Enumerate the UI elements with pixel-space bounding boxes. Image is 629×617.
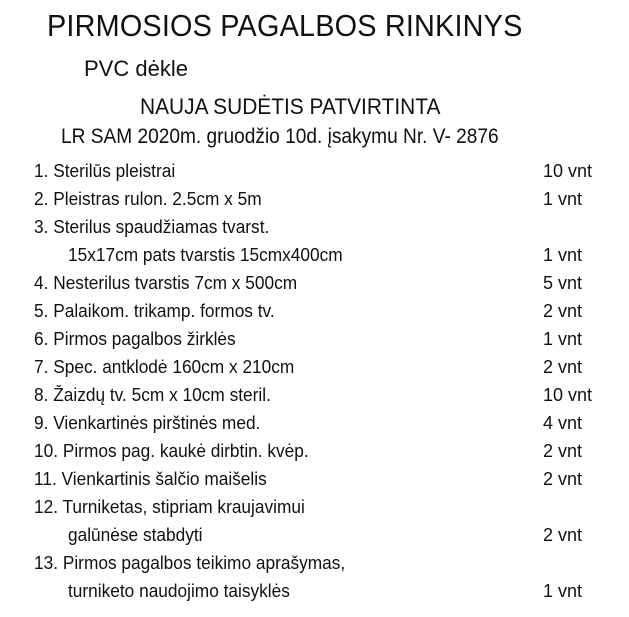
item-quantity: 1 vnt: [543, 189, 583, 209]
item-name: 9. Vienkartinės pirštinės med.: [34, 413, 261, 433]
item-name: 4. Nesterilus tvarstis 7cm x 500cm: [34, 273, 298, 293]
list-item-continuation: [34, 577, 604, 605]
item-quantity: 1 vnt: [543, 581, 583, 601]
item-name: 12. Turniketas, stipriam kraujavimui: [34, 497, 305, 517]
item-name: 3. Sterilus spaudžiamas tvarst.: [34, 217, 270, 237]
item-quantity: 4 vnt: [543, 413, 583, 433]
document-subtitle: PVC dėkle: [84, 56, 188, 81]
item-quantity: 10 vnt: [543, 161, 593, 181]
list-item: [34, 381, 604, 409]
item-name: 5. Palaikom. trikamp. formos tv.: [34, 301, 275, 321]
item-quantity: 1 vnt: [543, 329, 583, 349]
list-item: [34, 549, 604, 577]
item-name: 8. Žaizdų tv. 5cm x 10cm steril.: [34, 385, 271, 405]
item-name: turniketo naudojimo taisyklės: [68, 581, 290, 601]
list-item-continuation: [34, 521, 604, 549]
item-name: 7. Spec. antklodė 160cm x 210cm: [34, 357, 295, 377]
item-name: 15x17cm pats tvarstis 15cmx400cm: [68, 245, 343, 265]
list-item: [34, 437, 604, 465]
list-item-continuation: [34, 241, 604, 269]
list-item: [34, 157, 604, 185]
composition-heading: NAUJA SUDĖTIS PATVIRTINTA: [140, 94, 441, 119]
item-quantity: 10 vnt: [543, 385, 593, 405]
item-quantity: 1 vnt: [543, 245, 583, 265]
item-quantity: 2 vnt: [543, 301, 583, 321]
item-name: 2. Pleistras rulon. 2.5cm x 5m: [34, 189, 262, 209]
item-quantity: 2 vnt: [543, 469, 583, 489]
list-item: [34, 325, 604, 353]
item-quantity: 2 vnt: [543, 357, 583, 377]
item-quantity: 5 vnt: [543, 273, 583, 293]
document-title: PIRMOSIOS PAGALBOS RINKINYS: [47, 8, 523, 43]
list-item: [34, 297, 604, 325]
item-name: 1. Sterilūs pleistrai: [34, 161, 176, 181]
item-name: 6. Pirmos pagalbos žirklės: [34, 329, 236, 349]
item-quantity: 2 vnt: [543, 525, 583, 545]
item-name: 10. Pirmos pag. kaukė dirbtin. kvėp.: [34, 441, 309, 461]
list-item: [34, 465, 604, 493]
item-name: 13. Pirmos pagalbos teikimo aprašymas,: [34, 553, 346, 573]
approval-reference: LR SAM 2020m. gruodžio 10d. įsakymu Nr. V- 2876: [61, 125, 499, 148]
items-list: [34, 157, 604, 605]
item-name: 11. Vienkartinis šalčio maišelis: [34, 469, 267, 489]
list-item: [34, 409, 604, 437]
list-item: [34, 353, 604, 381]
list-item: [34, 493, 604, 521]
list-item: [34, 269, 604, 297]
list-item: [34, 213, 604, 241]
list-item: [34, 185, 604, 213]
item-name: galūnėse stabdyti: [68, 525, 203, 545]
item-quantity: 2 vnt: [543, 441, 583, 461]
